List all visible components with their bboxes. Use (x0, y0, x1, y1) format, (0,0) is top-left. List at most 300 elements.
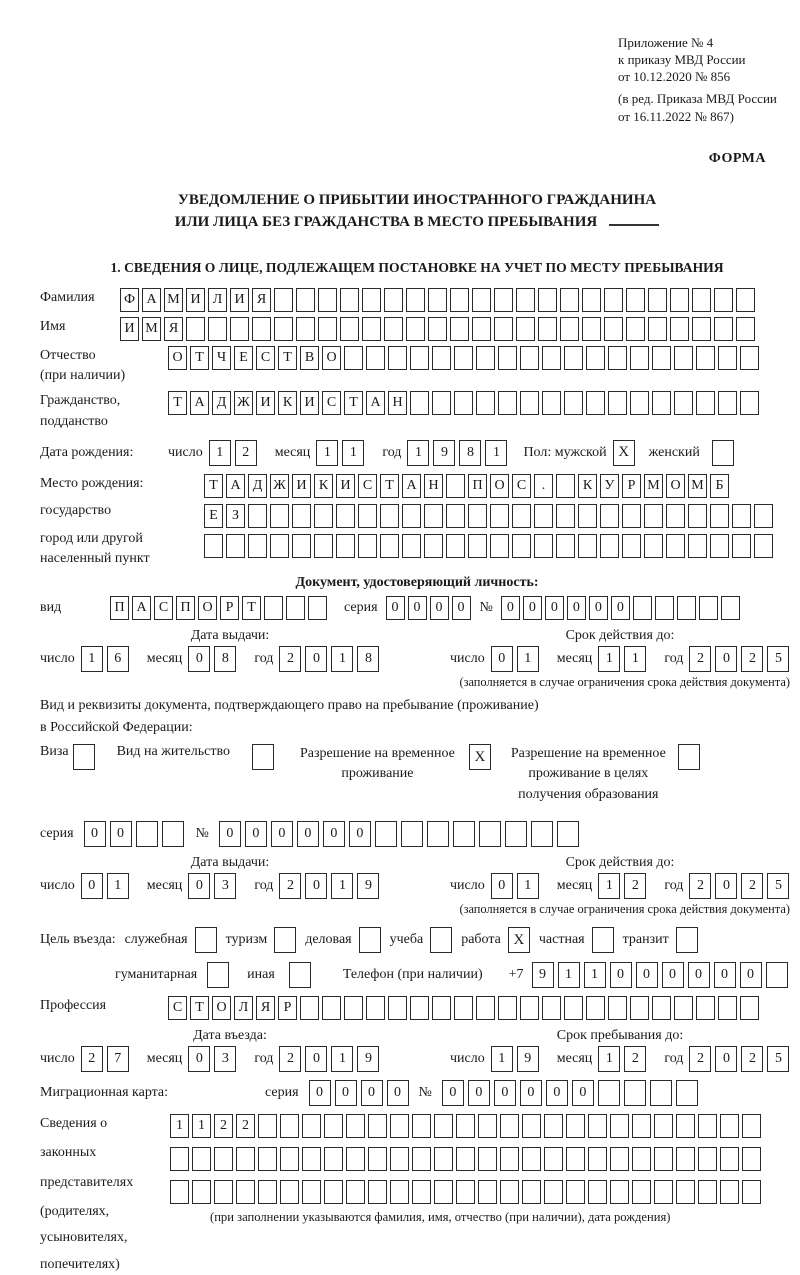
char-cell: Н (424, 474, 443, 498)
char-cell (136, 821, 158, 847)
char-cell: 5 (767, 873, 789, 899)
char-cell (610, 1114, 629, 1138)
purpose-checkbox (592, 927, 614, 953)
purpose-label: Цель въезда: (40, 932, 116, 948)
char-cell (520, 391, 539, 415)
char-cell: А (366, 391, 385, 415)
char-cell (644, 504, 663, 528)
char-cell (632, 1180, 651, 1204)
char-cell (302, 1114, 321, 1138)
char-cell (454, 996, 473, 1020)
char-cell (564, 391, 583, 415)
char-cell (676, 1114, 695, 1138)
char-cell: 7 (107, 1046, 129, 1072)
char-cell: 0 (387, 1080, 409, 1106)
purpose-checkbox (195, 927, 217, 953)
birth-date-row (40, 440, 794, 466)
char-cell (720, 1147, 739, 1171)
day-label: число (40, 651, 75, 667)
birth-place-label-line3: город или другой (40, 530, 143, 546)
char-cell: 2 (624, 873, 646, 899)
visa-option (40, 744, 95, 770)
char-cell: 1 (342, 440, 364, 466)
char-cell: 0 (545, 596, 564, 620)
char-cell (754, 534, 773, 558)
char-cell (412, 1114, 431, 1138)
char-cell (362, 317, 381, 341)
citizenship-grid (168, 391, 762, 415)
year-label: год (254, 878, 274, 894)
char-cell (688, 504, 707, 528)
char-cell (516, 288, 535, 312)
char-cell (578, 504, 597, 528)
char-cell (368, 1114, 387, 1138)
char-cell (292, 504, 311, 528)
char-cell (336, 504, 355, 528)
char-cell (302, 1180, 321, 1204)
representatives-label-line2: законных (40, 1145, 97, 1161)
stay-month-grid (598, 1046, 650, 1072)
identity-issue-year-grid (279, 646, 383, 672)
char-cell: Е (204, 504, 223, 528)
char-cell (566, 1180, 585, 1204)
char-cell: Т (242, 596, 261, 620)
char-cell (654, 1180, 673, 1204)
edu-permit-label-line3: получения образования (518, 786, 659, 802)
char-cell (564, 346, 583, 370)
char-cell (512, 504, 531, 528)
representatives-label-line6: попечителях) (40, 1256, 120, 1272)
char-cell: 6 (107, 646, 129, 672)
char-cell (674, 391, 693, 415)
char-cell (714, 288, 733, 312)
char-cell: Р (622, 474, 641, 498)
identity-valid-year-grid (689, 646, 793, 672)
char-cell (520, 346, 539, 370)
char-cell (302, 1147, 321, 1171)
char-cell (586, 391, 605, 415)
char-cell (674, 996, 693, 1020)
char-cell (699, 596, 718, 620)
char-cell (666, 504, 685, 528)
month-label: месяц (274, 444, 311, 460)
title-blank-underline (609, 224, 659, 226)
char-cell: 1 (316, 440, 338, 466)
char-cell: 0 (452, 596, 471, 620)
char-cell (740, 346, 759, 370)
char-cell: 0 (494, 1080, 516, 1106)
residence-issue-year-grid (279, 873, 383, 899)
char-cell (402, 504, 421, 528)
char-cell (476, 346, 495, 370)
profession-row (40, 996, 794, 1020)
char-cell (736, 288, 755, 312)
char-cell (214, 1180, 233, 1204)
month-label: месяц (556, 651, 593, 667)
char-cell (714, 317, 733, 341)
char-cell (490, 534, 509, 558)
profession-label: Профессия (40, 998, 107, 1014)
char-cell (162, 821, 184, 847)
char-cell (258, 1180, 277, 1204)
char-cell: 0 (430, 596, 449, 620)
char-cell: 0 (501, 596, 520, 620)
char-cell (286, 596, 305, 620)
char-cell (424, 534, 443, 558)
char-cell (472, 317, 491, 341)
char-cell: 1 (331, 873, 353, 899)
char-cell: 1 (331, 1046, 353, 1072)
char-cell (698, 1114, 717, 1138)
char-cell (204, 534, 223, 558)
char-cell: 1 (517, 873, 539, 899)
purpose-checkbox (676, 927, 698, 953)
char-cell (478, 1147, 497, 1171)
char-cell (498, 391, 517, 415)
char-cell: 8 (214, 646, 236, 672)
char-cell: Я (252, 288, 271, 312)
char-cell: С (154, 596, 173, 620)
char-cell (500, 1114, 519, 1138)
purpose-checkbox (430, 927, 452, 953)
identity-validity-note: (заполняется в случае ограничения срока действия документа) (459, 675, 790, 690)
char-cell (710, 534, 729, 558)
purpose-option-label: работа (461, 932, 501, 948)
char-cell: 2 (689, 1046, 711, 1072)
char-cell (292, 534, 311, 558)
char-cell: 9 (517, 1046, 539, 1072)
char-cell (566, 1147, 585, 1171)
year-label: год (664, 1051, 684, 1067)
char-cell (498, 346, 517, 370)
char-cell (666, 534, 685, 558)
year-label: год (664, 878, 684, 894)
migration-card-row (40, 1080, 794, 1106)
char-cell: А (132, 596, 151, 620)
char-cell: 0 (715, 1046, 737, 1072)
char-cell: С (168, 996, 187, 1020)
char-cell: 9 (357, 873, 379, 899)
char-cell: 0 (188, 646, 210, 672)
char-cell (676, 1147, 695, 1171)
identity-valid-month-grid (598, 646, 650, 672)
char-cell (214, 1147, 233, 1171)
char-cell (324, 1147, 343, 1171)
residence-valid-day-grid (491, 873, 543, 899)
char-cell: Я (256, 996, 275, 1020)
char-cell (564, 996, 583, 1020)
year-label: год (664, 651, 684, 667)
identity-issue-month-grid (188, 646, 240, 672)
purpose-option (461, 927, 530, 953)
migration-series-grid (309, 1080, 413, 1106)
char-cell: Ф (120, 288, 139, 312)
char-cell (270, 504, 289, 528)
char-cell: 0 (309, 1080, 331, 1106)
purpose-option (539, 927, 614, 953)
entry-date-group (40, 1046, 420, 1072)
entry-month-grid (188, 1046, 240, 1072)
char-cell: А (190, 391, 209, 415)
char-cell: А (142, 288, 161, 312)
char-cell: С (358, 474, 377, 498)
char-cell: 2 (81, 1046, 103, 1072)
char-cell: 0 (714, 962, 736, 988)
char-cell: К (578, 474, 597, 498)
char-cell (582, 288, 601, 312)
char-cell: Т (168, 391, 187, 415)
char-cell (427, 821, 449, 847)
char-cell (366, 996, 385, 1020)
char-cell (410, 346, 429, 370)
year-label: год (254, 651, 274, 667)
migration-number-grid (442, 1080, 702, 1106)
char-cell: Ж (234, 391, 253, 415)
char-cell (412, 1147, 431, 1171)
char-cell: И (336, 474, 355, 498)
char-cell: 0 (715, 646, 737, 672)
char-cell: М (164, 288, 183, 312)
birth-place-grid-row2 (204, 504, 776, 528)
sex-male-checkbox: X (613, 440, 635, 466)
char-cell: 0 (567, 596, 586, 620)
char-cell (531, 821, 553, 847)
char-cell: К (314, 474, 333, 498)
char-cell (632, 1147, 651, 1171)
char-cell (604, 317, 623, 341)
char-cell: 0 (188, 873, 210, 899)
char-cell: О (322, 346, 341, 370)
char-cell (478, 1114, 497, 1138)
char-cell (346, 1180, 365, 1204)
identity-issue-group (40, 646, 420, 672)
purpose-option-label: служебная (124, 932, 188, 948)
char-cell (522, 1180, 541, 1204)
char-cell: 0 (245, 821, 267, 847)
char-cell (544, 1180, 563, 1204)
edu-permit-label-line1: Разрешение на временное (510, 746, 666, 762)
char-cell (456, 1114, 475, 1138)
char-cell: 0 (271, 821, 293, 847)
char-cell: А (226, 474, 245, 498)
stay-year-grid (689, 1046, 793, 1072)
birth-place-grid-row1 (204, 474, 776, 498)
char-cell: 9 (433, 440, 455, 466)
char-cell (696, 996, 715, 1020)
char-cell: 0 (468, 1080, 490, 1106)
char-cell (696, 346, 715, 370)
char-cell: 0 (84, 821, 106, 847)
char-cell: 2 (235, 440, 257, 466)
char-cell: А (402, 474, 421, 498)
residence-dates-row (40, 873, 794, 899)
stay-until-group (450, 1046, 793, 1072)
char-cell (544, 1147, 563, 1171)
char-cell (478, 1180, 497, 1204)
char-cell (258, 1147, 277, 1171)
char-cell (366, 346, 385, 370)
residence-series-label: серия (40, 826, 74, 842)
identity-issue-head: Дата выдачи: (190, 628, 270, 644)
char-cell (390, 1114, 409, 1138)
char-cell: 0 (81, 873, 103, 899)
purpose-row (40, 927, 794, 953)
char-cell (390, 1180, 409, 1204)
identity-number-label: № (479, 600, 493, 616)
edu-permit-option (511, 744, 700, 805)
char-cell: 0 (572, 1080, 594, 1106)
identity-dates-head (40, 628, 794, 644)
char-cell (600, 504, 619, 528)
char-cell (362, 288, 381, 312)
char-cell: 3 (214, 873, 236, 899)
char-cell (453, 821, 475, 847)
char-cell (456, 1180, 475, 1204)
sex-female-checkbox (712, 440, 734, 466)
char-cell: 0 (715, 873, 737, 899)
char-cell: М (688, 474, 707, 498)
char-cell (608, 996, 627, 1020)
citizenship-row (40, 391, 794, 432)
patronymic-label-line2: (при наличии) (40, 368, 126, 384)
char-cell: Б (710, 474, 729, 498)
char-cell (626, 317, 645, 341)
char-cell: 2 (279, 873, 301, 899)
residence-issue-group (40, 873, 420, 899)
char-cell: О (490, 474, 509, 498)
char-cell (230, 317, 249, 341)
residence-permit-label: Вид на жительство (116, 744, 230, 760)
citizenship-label (40, 391, 168, 432)
char-cell: 5 (767, 1046, 789, 1072)
char-cell: 1 (407, 440, 429, 466)
char-cell (742, 1114, 761, 1138)
edu-permit-label-line2: проживание в целях (528, 766, 649, 782)
char-cell (252, 317, 271, 341)
char-cell (424, 504, 443, 528)
char-cell (578, 534, 597, 558)
residence-permit-checkbox (252, 744, 274, 770)
char-cell (544, 1114, 563, 1138)
char-cell (388, 346, 407, 370)
char-cell: Д (212, 391, 231, 415)
char-cell: В (300, 346, 319, 370)
profession-grid (168, 996, 762, 1020)
char-cell: 2 (741, 646, 763, 672)
char-cell (336, 534, 355, 558)
surname-grid (120, 288, 758, 312)
char-cell (456, 1147, 475, 1171)
char-cell (604, 288, 623, 312)
char-cell (542, 996, 561, 1020)
purpose-option (226, 927, 297, 953)
residence-intro-line2: в Российской Федерации: (40, 720, 193, 736)
char-cell (654, 1147, 673, 1171)
char-cell (654, 1114, 673, 1138)
char-cell (522, 1147, 541, 1171)
char-cell (446, 474, 465, 498)
year-label: год (254, 1051, 274, 1067)
header-line: к приказу МВД России (618, 52, 746, 68)
char-cell (368, 1180, 387, 1204)
char-cell (308, 596, 327, 620)
representatives-grid-row3 (170, 1180, 764, 1204)
residence-issue-month-grid (188, 873, 240, 899)
char-cell (358, 504, 377, 528)
char-cell (718, 346, 737, 370)
char-cell: 2 (279, 646, 301, 672)
char-cell: 0 (110, 821, 132, 847)
char-cell (556, 474, 575, 498)
char-cell: 9 (532, 962, 554, 988)
char-cell (600, 534, 619, 558)
purpose-option-label: транзит (622, 932, 669, 948)
char-cell (670, 288, 689, 312)
char-cell: 1 (331, 646, 353, 672)
char-cell: 8 (357, 646, 379, 672)
char-cell: 1 (598, 1046, 620, 1072)
edu-permit-label (511, 744, 666, 805)
char-cell (340, 288, 359, 312)
birth-place-label (40, 474, 204, 569)
char-cell (670, 317, 689, 341)
residence-valid-group (450, 873, 793, 899)
char-cell (516, 317, 535, 341)
char-cell (736, 317, 755, 341)
char-cell: 1 (584, 962, 606, 988)
char-cell: П (468, 474, 487, 498)
char-cell (556, 504, 575, 528)
char-cell: 2 (214, 1114, 233, 1138)
char-cell (512, 534, 531, 558)
residence-number-label: № (195, 826, 209, 842)
char-cell (608, 346, 627, 370)
char-cell (494, 288, 513, 312)
char-cell: Т (278, 346, 297, 370)
char-cell: 0 (305, 873, 327, 899)
char-cell (732, 534, 751, 558)
month-label: месяц (146, 1051, 183, 1067)
char-cell: Ч (212, 346, 231, 370)
birth-month-grid (316, 440, 368, 466)
char-cell (538, 317, 557, 341)
char-cell (652, 996, 671, 1020)
char-cell (742, 1147, 761, 1171)
char-cell (630, 996, 649, 1020)
char-cell (479, 821, 501, 847)
char-cell (412, 1180, 431, 1204)
char-cell (698, 1147, 717, 1171)
char-cell (586, 346, 605, 370)
char-cell: 2 (624, 1046, 646, 1072)
char-cell: Т (190, 346, 209, 370)
purpose-option-label: деловая (305, 932, 352, 948)
char-cell (505, 821, 527, 847)
char-cell: 2 (741, 873, 763, 899)
char-cell: И (292, 474, 311, 498)
char-cell: 0 (188, 1046, 210, 1072)
char-cell (498, 996, 517, 1020)
char-cell (406, 288, 425, 312)
purpose-option-label: учеба (389, 932, 424, 948)
char-cell (472, 288, 491, 312)
char-cell (582, 317, 601, 341)
citizenship-label-line1: Гражданство, (40, 393, 121, 409)
char-cell (676, 1180, 695, 1204)
char-cell (280, 1180, 299, 1204)
char-cell: 0 (219, 821, 241, 847)
char-cell (264, 596, 283, 620)
